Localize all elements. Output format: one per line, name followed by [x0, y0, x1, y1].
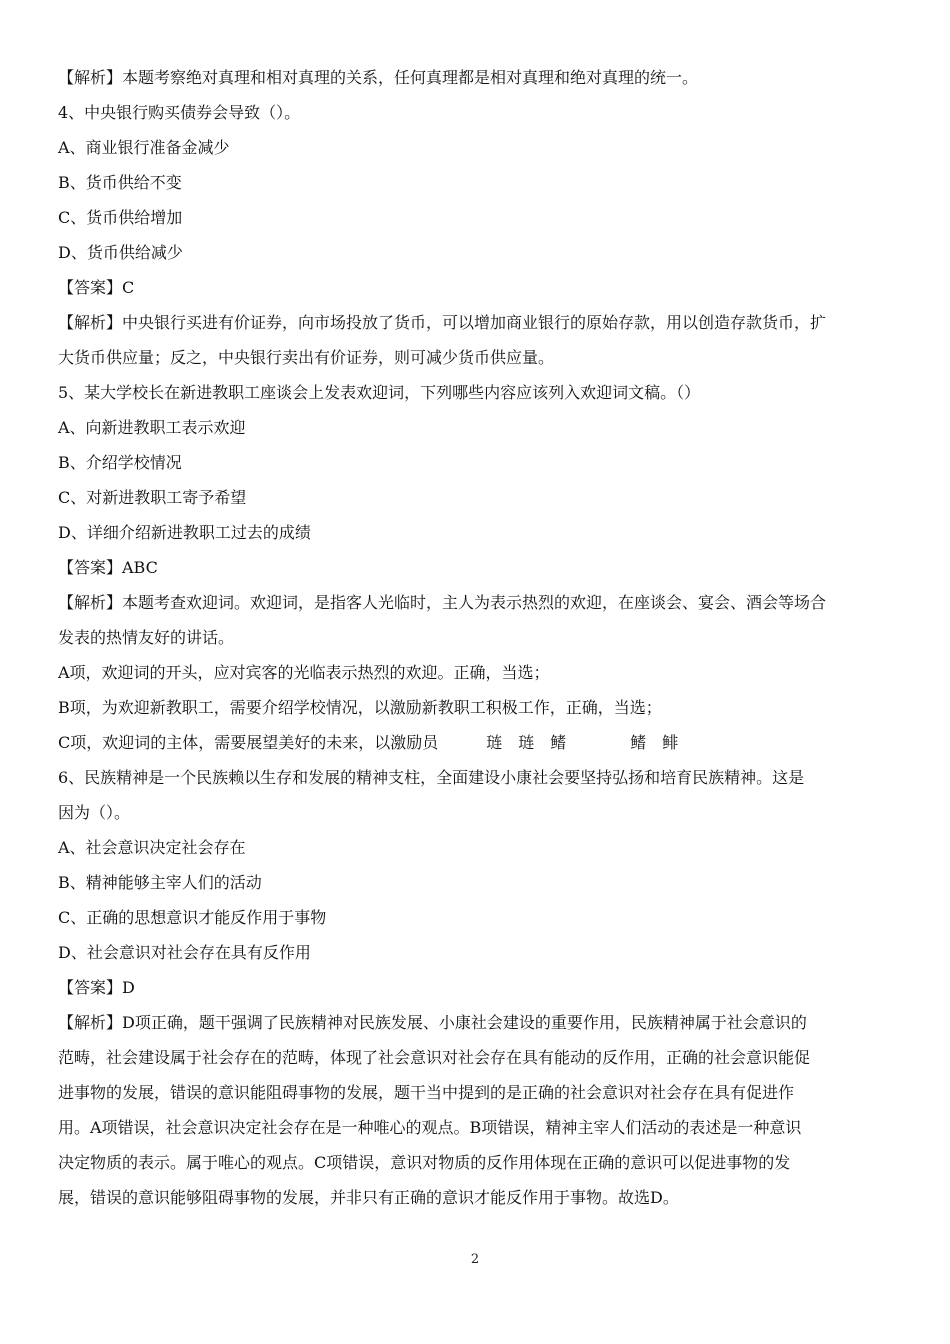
text-line: 【解析】本题考察绝对真理和相对真理的关系，任何真理都是相对真理和绝对真理的统一。 [58, 68, 699, 87]
question-4-option-b: B、货币供给不变 [58, 173, 182, 192]
question-5-analysis: 【解析】本题考查欢迎词。欢迎词，是指客人光临时，主人为表示热烈的欢迎，在座谈会、宴会、酒会等场合 [58, 593, 827, 612]
question-5-analysis: C项，欢迎词的主体，需要展望美好的未来，以激励员 琏 琏 鳍 鳍 鲱 [58, 733, 679, 752]
question-6-analysis: 进事物的发展，错误的意识能阻碍事物的发展，题干当中提到的是正确的社会意识对社会存在具有促进作 [58, 1083, 795, 1102]
question-6-answer: 【答案】D [58, 978, 135, 997]
question-5-analysis: A项，欢迎词的开头，应对宾客的光临表示热烈的欢迎。正确，当选； [58, 663, 550, 682]
text-body [58, 60, 890, 1215]
question-5-option-b: B、介绍学校情况 [58, 453, 182, 472]
page-number: 2 [470, 1252, 480, 1267]
question-5-option-a: A、向新进教职工表示欢迎 [58, 418, 246, 437]
question-4-analysis: 大货币供应量；反之，中央银行卖出有价证券，则可减少货币供应量。 [58, 348, 555, 367]
question-6-analysis: 范畴，社会建设属于社会存在的范畴，体现了社会意识对社会存在具有能动的反作用，正确的社会意识能促 [58, 1048, 811, 1067]
question-6-option-c: C、正确的思想意识才能反作用于事物 [58, 908, 327, 927]
question-4-answer: 【答案】C [58, 278, 135, 297]
question-5-stem: 5、某大学校长在新进教职工座谈会上发表欢迎词，下列哪些内容应该列入欢迎词文稿。（） [58, 383, 701, 402]
question-4-stem: 4、中央银行购买债券会导致（）。 [58, 103, 301, 122]
question-6-analysis: 用。A项错误，社会意识决定社会存在是一种唯心的观点。B项错误，精神主宰人们活动的表述是一种意识 [58, 1118, 802, 1137]
question-6-option-b: B、精神能够主宰人们的活动 [58, 873, 262, 892]
question-4-option-d: D、货币供给减少 [58, 243, 183, 262]
question-6-analysis: 决定物质的表示。属于唯心的观点。C项错误，意识对物质的反作用体现在正确的意识可以促进事物的发 [58, 1153, 791, 1172]
question-5-analysis: 发表的热情友好的讲话。 [58, 628, 235, 647]
question-4-option-a: A、商业银行准备金减少 [58, 138, 230, 157]
question-4-analysis: 【解析】中央银行买进有价证券，向市场投放了货币，可以增加商业银行的原始存款，用以创造存款货币，扩 [58, 313, 827, 332]
question-5-option-d: D、详细介绍新进教职工过去的成绩 [58, 523, 311, 542]
question-4-option-c: C、货币供给增加 [58, 208, 183, 227]
question-6-stem: 因为（）。 [58, 803, 131, 822]
question-6-analysis: 【解析】D项正确，题干强调了民族精神对民族发展、小康社会建设的重要作用，民族精神属于社会意识的 [58, 1013, 807, 1032]
question-5-analysis: B项，为欢迎新教职工，需要介绍学校情况，以激励新教职工积极工作，正确，当选； [58, 698, 662, 717]
question-6-analysis: 展，错误的意识能够阻碍事物的发展，并非只有正确的意识才能反作用于事物。故选D。 [58, 1188, 679, 1207]
question-6-option-d: D、社会意识对社会存在具有反作用 [58, 943, 311, 962]
question-5-option-c: C、对新进教职工寄予希望 [58, 488, 247, 507]
question-5-answer: 【答案】ABC [58, 558, 158, 577]
question-6-option-a: A、社会意识决定社会存在 [58, 838, 246, 857]
question-6-stem: 6、民族精神是一个民族赖以生存和发展的精神支柱，全面建设小康社会要坚持弘扬和培育民族精神。这是 [58, 768, 805, 787]
